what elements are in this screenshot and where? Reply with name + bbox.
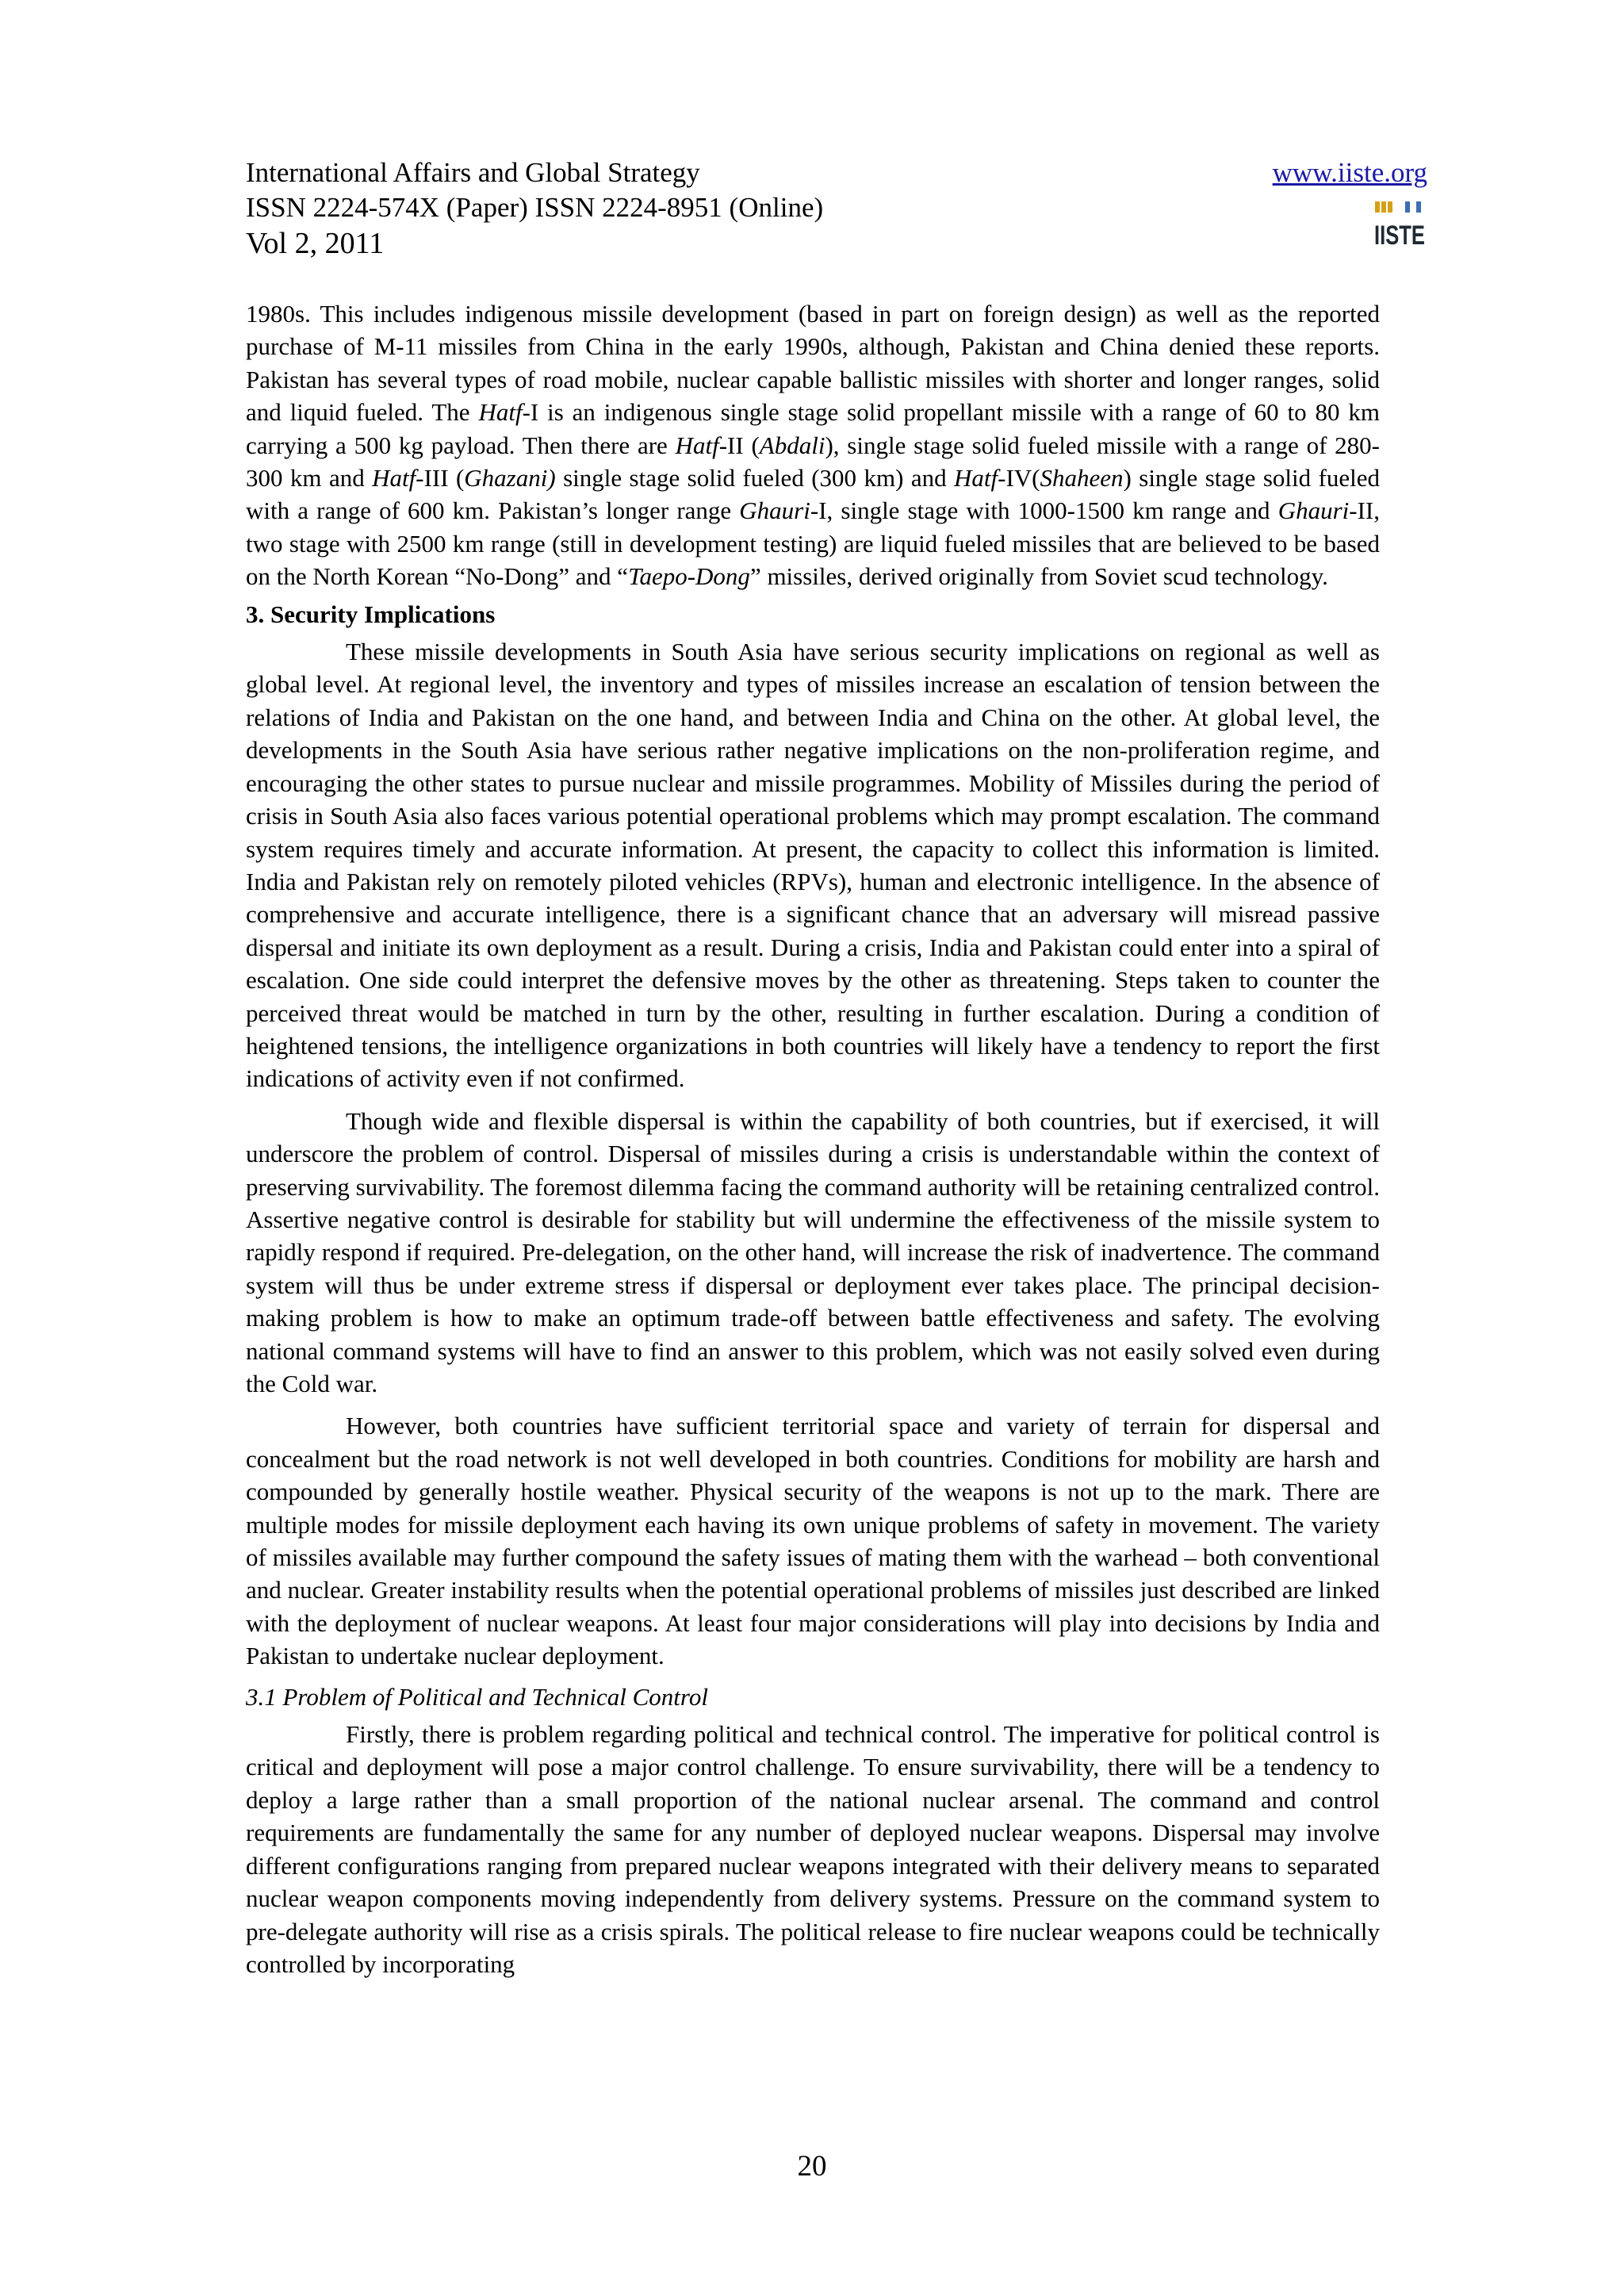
subsection-heading-political-technical-control: 3.1 Problem of Political and Technical Control bbox=[246, 1682, 708, 1711]
journal-title: International Affairs and Global Strategy bbox=[246, 157, 700, 188]
iiste-logo-icon bbox=[1372, 198, 1427, 254]
paragraph-terrain-mobility: However, both countries have sufficient territorial space and variety of terrain for dispersal and concealment but the road network is not well developed in both countries. Conditions for mobility are harsh and compounded by generally hostile weather. Physical security of the weapons is not up to the mark. There are multiple modes for missile deployment each having its own unique problems of safety in movement. The variety of missiles available may further compound the safety issues of mating them with the warhead – both conventional and nuclear. Greater instability results when the potential operational problems of missiles just described are linked with the deployment of nuclear weapons. At least four major considerations will play into decisions by India and Pakistan to undertake nuclear deployment. bbox=[246, 1412, 1380, 1670]
paragraph-security-implications: These missile developments in South Asia have serious security implications on regional as well as global level. At regional level, the inventory and types of missiles increase an escalation of tension between the relations of India and Pakistan on the one hand, and between India and China on the other. At global level, the developments in the South Asia have serious rather negative implications on the non-proliferation regime, and encouraging the other states to pursue nuclear and missile programmes. Mobility of Missiles during the period of crisis in South Asia also faces various potential operational problems which may prompt escalation. The command system requires timely and accurate information. At present, the capacity to collect this information is limited. India and Pakistan rely on remotely piloted vehicles (RPVs), human and electronic intelligence. In the absence of comprehensive and accurate intelligence, there is a significant chance that an adversary will misread passive dispersal and initiate its own deployment as a result. During a crisis, India and Pakistan could enter into a spiral of escalation. One side could interpret the defensive moves by the other as threatening. Steps taken to counter the perceived threat would be matched in turn by the other, resulting in further escalation. During a condition of heightened tensions, the intelligence organizations in both countries will likely have a tendency to report the first indications of activity even if not confirmed. bbox=[246, 638, 1380, 1093]
page-number: 20 bbox=[797, 2150, 827, 2183]
issn-line: ISSN 2224-574X (Paper) ISSN 2224-8951 (Online) bbox=[246, 192, 824, 223]
website-link[interactable]: www.iiste.org bbox=[1272, 157, 1427, 188]
paragraph-dispersal-control: Though wide and flexible dispersal is within the capability of both countries, but if exercised, it will underscore the problem of control. Dispersal of missiles during a crisis is understandable within the context of preserving survivability. The foremost dilemma facing the command authority will be retaining centralized control. Assertive negative control is desirable for stability but will undermine the effectiveness of the missile system to rapidly respond if required. Pre-delegation, on the other hand, will increase the risk of inadvertence. The command system will thus be under extreme stress if dispersal or deployment ever takes place. The principal decision-making problem is how to make an optimum trade-off between battle effectiveness and safety. The evolving national command systems will have to find an answer to this problem, which was not easily solved even during the Cold war. bbox=[246, 1106, 1380, 1397]
logo-text: IISTE bbox=[1374, 220, 1425, 251]
article-body bbox=[246, 297, 1380, 1980]
section-heading-security-implications: 3. Security Implications bbox=[246, 600, 496, 628]
paragraph-political-control: Firstly, there is problem regarding political and technical control. The imperative for political control is critical and deployment will pose a major control challenge. To ensure survivability, there will be a tendency to deploy a large rather than a small proportion of the national nuclear arsenal. The command and control requirements are fundamentally the same for any number of deployed nuclear weapons. Dispersal may involve different configurations ranging from prepared nuclear weapons integrated with their delivery means to separated nuclear weapon components moving independently from delivery systems. Pressure on the command system to pre-delegate authority will rise as a crisis spirals. The political release to fire nuclear weapons could be technically controlled by incorporating bbox=[246, 1720, 1380, 1978]
page-header bbox=[246, 155, 1427, 260]
volume-line: Vol 2, 2011 bbox=[246, 227, 385, 260]
paragraph-missile-types: 1980s. This includes indigenous missile development (based in part on foreign design) as well as the reported purchase of M-11 missiles from China in the early 1990s, although, Pakistan and China denied these reports. Pakistan has several types of road mobile, nuclear capable ballistic missiles with shorter and longer ranges, solid and liquid fueled. The Hatf-I is an indigenous single stage solid propellant missile with a range of 60 to 80 km carrying a 500 kg payload. Then there are Hatf-II (Abdali), single stage solid fueled missile with a range of 280-300 km and Hatf-III (Ghazani) single stage solid fueled (300 km) and Hatf-IV(Shaheen) single stage solid fueled with a range of 600 km. Pakistan’s longer range Ghauri-I, single stage with 1000-1500 km range and Ghauri-II, two stage with 2500 km range (still in development testing) are liquid fueled missiles that are believed to be based on the North Korean “No-Dong” and “Taepo-Dong” missiles, derived originally from Soviet scud technology. bbox=[246, 300, 1380, 591]
